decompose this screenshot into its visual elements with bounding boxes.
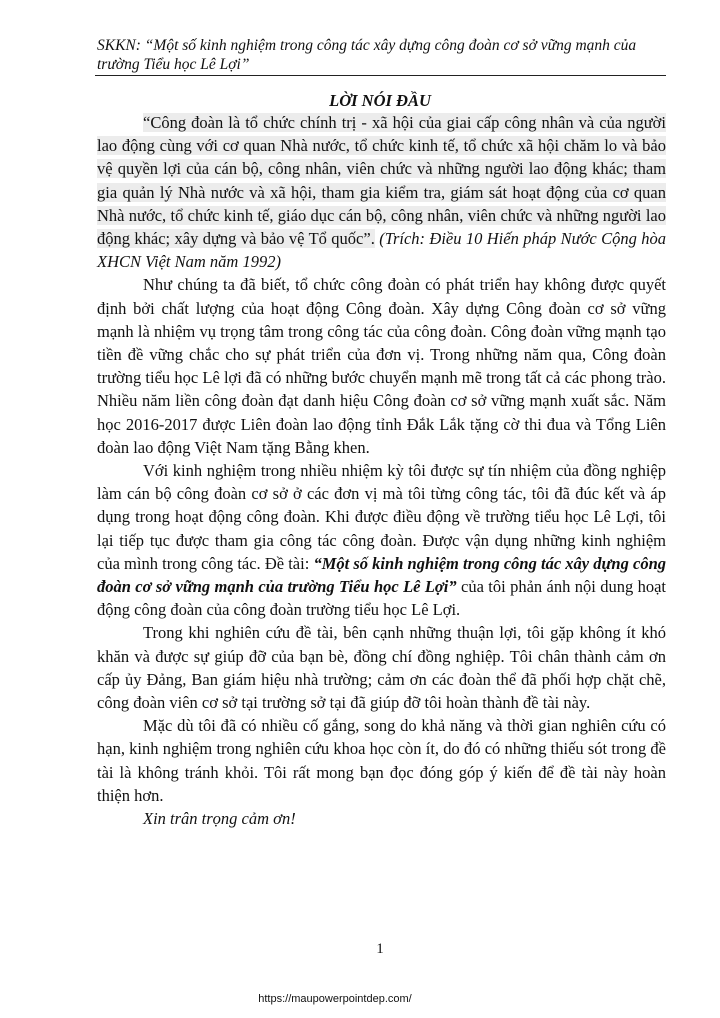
footer-url: https://maupowerpointdep.com/ (258, 993, 412, 1005)
paragraph-topic (97, 459, 666, 621)
constitution-quote: “Công đoàn là tổ chức chính trị - xã hội của giai cấp công nhân và của người lao động cùng với cơ quan Nhà nước, tổ chức kinh tế, tổ chức xã hội chăm lo và bảo vệ quyền lợi của cán bộ, công nhân, viên chức và những người lao động khác; tham gia quản lý Nhà nước và xã hội, tham gia kiểm tra, giám sát hoạt động của cơ quan Nhà nước, tổ chức kinh tế, giáo dục cán bộ, công nhân, viên chức và những người lao động khác; xây dựng và bảo vệ Tổ quốc”. (97, 113, 666, 249)
quote-citation: (Trích: Điều 10 Hiến pháp Nước Cộng hòa XHCN Việt Nam năm 1992) (97, 229, 667, 272)
paragraph-quote (97, 111, 666, 273)
topic-title: “Một số kinh nghiệm trong công tác xây dựng công đoàn cơ sở vững mạnh của trường Tiểu học Lê Lợi” (97, 553, 666, 597)
paragraph-topic-tail: của tôi phản ánh nội dung hoạt động công đoàn của công đoàn trường tiểu học Lê Lợi. (97, 577, 666, 620)
running-header: SKKN: “Một số kinh nghiệm trong công tác xây dựng công đoàn cơ sở vững mạnh của trường Tiểu học Lê Lợi” (97, 37, 637, 73)
paragraph-thanks: Trong khi nghiên cứu đề tài, bên cạnh những thuận lợi, tôi gặp không ít khó khăn và được sự giúp đỡ của bạn bè, đồng chí đồng nghiệp. Tôi chân thành cảm ơn cấp ủy Đảng, Ban giám hiệu nhà trường; cảm ơn các đoàn thể đã phối hợp chặt chẽ, công đoàn viên cơ sở tại trường sở tại đã giúp đỡ tôi hoàn thành đề tài này. (97, 623, 666, 713)
closing-line: Xin trân trọng cảm ơn! (143, 809, 296, 829)
page-number: 1 (376, 941, 384, 957)
paragraph-limitations: Mặc dù tôi đã có nhiều cố gắng, song do khả năng và thời gian nghiên cứu có hạn, kinh nghiệm trong nghiên cứu khoa học còn ít, do đó có những thiếu sót trong đề tài là không tránh khỏi. Tôi rất mong bạn đọc đóng góp ý kiến để đề tài này hoàn thiện hơn. (97, 716, 666, 805)
paragraph-intro: Như chúng ta đã biết, tổ chức công đoàn có phát triển hay không được quyết định bởi chất lượng của hoạt động Công đoàn. Xây dựng Công đoàn cơ sở vững mạnh là nhiệm vụ trọng tâm trong công tác của công đoàn. Công đoàn vững mạnh tạo tiền đề vững chắc cho sự phát triển của đơn vị. Trong những năm qua, Công đoàn trường tiểu học Lê lợi đã có những bước chuyển mạnh mẽ trong tất cả các phong trào. Nhiều năm liền công đoàn đạt danh hiệu Công đoàn cơ sở vững mạnh xuất sắc. Năm học 2016-2017 được Liên đoàn lao động tỉnh Đắk Lắk tặng cờ thi đua và Tổng Liên đoàn lao động Việt Nam tặng Bằng khen. (97, 275, 666, 457)
header-divider (95, 75, 666, 76)
section-title: LỜI NÓI ĐẦU (329, 91, 431, 110)
document-body (97, 111, 666, 830)
paragraph-topic-lead: Với kinh nghiệm trong nhiều nhiệm kỳ tôi được sự tín nhiệm của đồng nghiệp làm cán bộ công đoàn cơ sở ở các đơn vị mà tôi từng công tác, tôi đã đúc kết và áp dụng trong hoạt động công đoàn. Khi được điều động về trường tiểu học Lê Lợi, tôi lại tiếp tục được tham gia công tác công đoàn. Được vận dụng những kinh nghiệm của mình trong công tác. Đề tài: (97, 461, 666, 573)
